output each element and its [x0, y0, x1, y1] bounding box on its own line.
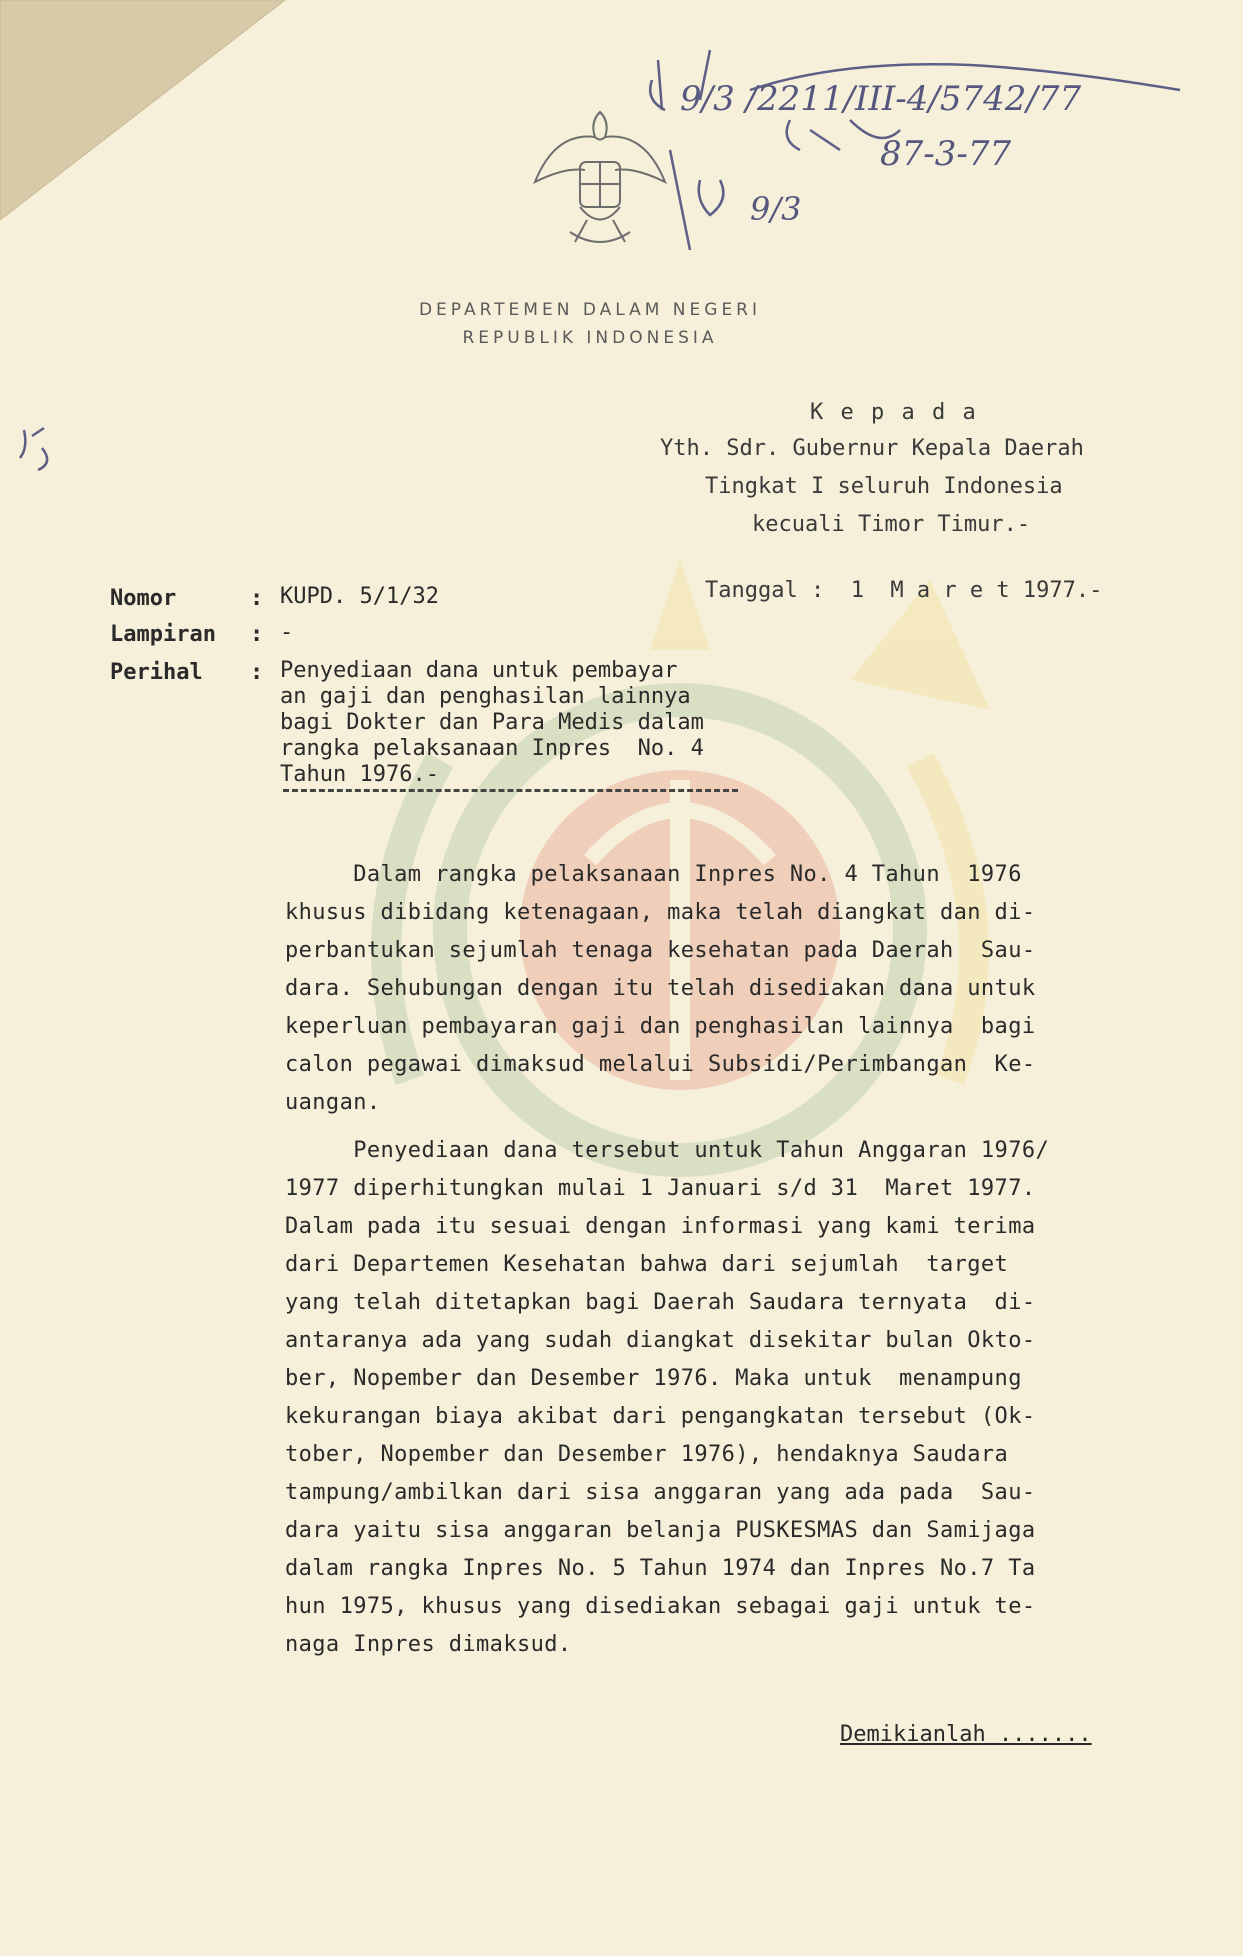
lampiran-value: -	[280, 620, 294, 645]
body-line: kekurangan biaya akibat dari pengangkatan tersebut (Ok-	[285, 1404, 1036, 1429]
nomor-colon: :	[250, 586, 264, 611]
recipient-line-3: kecuali Timor Timur.-	[752, 512, 1031, 537]
lampiran-colon: :	[250, 622, 264, 647]
handwritten-date: 87-3-77	[880, 134, 1012, 174]
body-line: hun 1975, khusus yang disediakan sebagai gaji untuk te-	[285, 1594, 1036, 1619]
body-line: dara. Sehubungan dengan itu telah disediakan dana untuk	[285, 976, 1036, 1001]
handwritten-annotation	[640, 40, 1200, 250]
closing-text: Demikianlah .......	[840, 1722, 1092, 1747]
nomor-label: Nomor	[110, 586, 177, 611]
body-line: keperluan pembayaran gaji dan penghasilan lainnya bagi	[285, 1014, 1036, 1039]
recipient-line-1: Yth. Sdr. Gubernur Kepala Daerah	[660, 436, 1084, 461]
margin-pencil-mark	[14, 418, 74, 478]
body-line: calon pegawai dimaksud melalui Subsidi/Perimbangan Ke-	[285, 1052, 1036, 1077]
body-line: yang telah ditetapkan bagi Daerah Saudara ternyata di-	[285, 1290, 1036, 1315]
body-line: Dalam rangka pelaksanaan Inpres No. 4 Tahun 1976	[285, 862, 1022, 887]
body-line: khusus dibidang ketenagaan, maka telah diangkat dan di-	[285, 900, 1036, 925]
perihal-line: an gaji dan penghasilan lainnya	[280, 684, 691, 709]
body-line: tober, Nopember dan Desember 1976), hendaknya Saudara	[285, 1442, 1009, 1467]
lampiran-label: Lampiran	[110, 622, 216, 647]
body-line: uangan.	[285, 1090, 381, 1115]
body-line: dari Departemen Kesehatan bahwa dari sejumlah target	[285, 1252, 1009, 1277]
nomor-value: KUPD. 5/1/32	[280, 584, 439, 609]
handwritten-ref: 9/3 /2211/III-4/5742/77	[680, 79, 1082, 119]
body-line: 1977 diperhitungkan mulai 1 Januari s/d 31 Maret 1977.	[285, 1176, 1036, 1201]
body-line: Penyediaan dana tersebut untuk Tahun Anggaran 1976/	[285, 1138, 1050, 1163]
perihal-line: Penyediaan dana untuk pembayar	[280, 658, 678, 683]
perihal-underline	[283, 789, 738, 792]
body-line: ber, Nopember dan Desember 1976. Maka untuk menampung	[285, 1366, 1022, 1391]
body-line: Dalam pada itu sesuai dengan informasi yang kami terima	[285, 1214, 1036, 1239]
body-line: dalam rangka Inpres No. 5 Tahun 1974 dan Inpres No.7 Ta	[285, 1556, 1036, 1581]
perihal-line: Tahun 1976.-	[280, 762, 439, 787]
kepada-heading: K e p a d a	[810, 400, 978, 425]
republic-name: REPUBLIK INDONESIA	[462, 328, 718, 348]
perihal-colon: :	[250, 660, 264, 685]
body-line: antaranya ada yang sudah diangkat disekitar bulan Okto-	[285, 1328, 1036, 1353]
body-line: naga Inpres dimaksud.	[285, 1632, 572, 1657]
department-name: DEPARTEMEN DALAM NEGERI	[418, 300, 762, 320]
perihal-line: rangka pelaksanaan Inpres No. 4	[280, 736, 704, 761]
perihal-line: bagi Dokter dan Para Medis dalam	[280, 710, 704, 735]
perihal-label: Perihal	[110, 660, 203, 685]
body-line: tampung/ambilkan dari sisa anggaran yang ada pada Sau-	[285, 1480, 1036, 1505]
body-line: dara yaitu sisa anggaran belanja PUSKESMAS dan Samijaga	[285, 1518, 1036, 1543]
recipient-line-2: Tingkat I seluruh Indonesia	[705, 474, 1063, 499]
handwritten-initial: 9/3	[750, 190, 802, 228]
tanggal-line: Tanggal : 1 M a r e t 1977.-	[705, 578, 1103, 603]
body-line: perbantukan sejumlah tenaga kesehatan pada Daerah Sau-	[285, 938, 1036, 963]
